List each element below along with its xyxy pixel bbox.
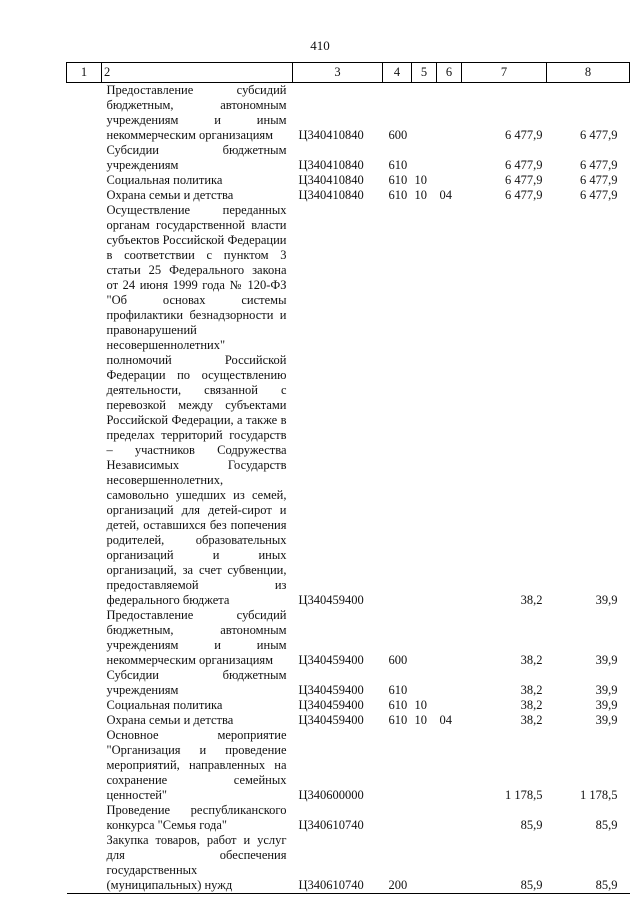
header-col-8: 8 — [547, 63, 630, 83]
row-value-8: 39,9 — [595, 683, 618, 697]
row-rz — [412, 143, 437, 173]
row-col-1 — [67, 203, 102, 608]
row-name: Социальная политика — [106, 173, 223, 187]
row-col-1 — [67, 833, 102, 894]
row-rz: 10 — [414, 173, 427, 187]
table-header-row — [67, 63, 630, 83]
row-vr — [383, 728, 412, 803]
row-rz — [412, 203, 437, 608]
row-name: Основное мероприятие "Организация и проведение мероприятий, направленных на сохранение семейных ценностей" — [106, 728, 287, 802]
row-vr: 610 — [388, 158, 408, 172]
row-vr — [383, 803, 412, 833]
row-name: Закупка товаров, работ и услуг для обеспечения государственных (муниципальных) нужд — [102, 833, 293, 894]
row-name: Предоставление субсидий бюджетным, автономным учреждениям и иным некоммерческим организациям — [106, 83, 287, 142]
table-row — [67, 83, 630, 144]
row-rz — [412, 668, 437, 698]
row-value-8: 39,9 — [595, 713, 618, 727]
row-pr — [437, 143, 462, 173]
header-col-7: 7 — [462, 63, 547, 83]
row-code: Ц340410840 — [298, 188, 364, 202]
row-value-8: 85,9 — [595, 818, 618, 832]
row-col-1 — [67, 713, 102, 728]
row-name: Субсидии бюджетным учреждениям — [106, 668, 287, 697]
row-name: Субсидии бюджетным учреждениям — [106, 143, 287, 172]
row-vr — [383, 203, 412, 608]
table-row — [67, 698, 630, 713]
row-value-7: 38,2 — [520, 653, 543, 667]
row-value-8: 1 178,5 — [580, 788, 618, 802]
header-col-4: 4 — [383, 63, 412, 83]
row-name: Осуществление переданных органам государственной власти субъектов Российской Федерации в соответствии с пунктом 3 статьи 25 Федерального закона от 24 июня 1999 года № 120-ФЗ "Об основах системы профилактики безнадзорности и правонарушений несовершеннолетних" полномочий Российской Федерации по осуществлению деятельности, связанной с перевозкой между субъектами Российской Федерации, а также в пределах территорий государств – участников Содружества Независимых Государств несовершеннолетних, самовольно ушедших из семей, организаций для детей-сирот и детей, оставшихся без попечения родителей, образовательных организаций и иных организаций, за счет субвенции, предоставляемой из федерального бюджета — [106, 203, 287, 607]
row-pr — [437, 83, 462, 144]
row-rz: 10 — [414, 188, 427, 202]
row-pr — [437, 173, 462, 188]
row-value-7: 6 477,9 — [505, 128, 543, 142]
row-rz: 10 — [414, 713, 427, 727]
row-vr: 610 — [388, 713, 408, 727]
table-row — [67, 803, 630, 833]
table-row — [67, 668, 630, 698]
row-code: Ц340459400 — [298, 683, 364, 697]
row-value-7: 38,2 — [520, 698, 543, 712]
row-code: Ц340459400 — [298, 593, 364, 607]
row-pr — [437, 608, 462, 668]
row-code: Ц340459400 — [298, 713, 364, 727]
row-vr: 610 — [388, 683, 408, 697]
row-vr: 600 — [388, 653, 408, 667]
row-name: Предоставление субсидий бюджетным, автономным учреждениям и иным некоммерческим организациям — [106, 608, 287, 667]
header-col-3: 3 — [293, 63, 383, 83]
row-pr — [437, 833, 462, 894]
row-value-8: 6 477,9 — [580, 128, 618, 142]
row-col-1 — [67, 143, 102, 173]
row-value-8: 85,9 — [547, 833, 630, 894]
row-code: Ц340610740 — [298, 818, 364, 832]
row-vr: 610 — [388, 188, 408, 202]
row-col-1 — [67, 668, 102, 698]
table-row — [67, 188, 630, 203]
table-row — [67, 833, 630, 894]
row-rz — [412, 608, 437, 668]
row-vr: 600 — [388, 128, 408, 142]
row-name: Социальная политика — [106, 698, 223, 712]
row-value-7: 38,2 — [520, 713, 543, 727]
table-row — [67, 728, 630, 803]
row-value-7: 38,2 — [520, 683, 543, 697]
header-col-6: 6 — [437, 63, 462, 83]
row-value-8: 6 477,9 — [580, 158, 618, 172]
page-number: 410 — [310, 38, 330, 53]
row-value-8: 39,9 — [595, 593, 618, 607]
header-col-5: 5 — [412, 63, 437, 83]
table-row — [67, 203, 630, 608]
row-vr: 200 — [383, 833, 412, 894]
row-col-1 — [67, 803, 102, 833]
row-value-7: 85,9 — [520, 818, 543, 832]
row-col-1 — [67, 83, 102, 144]
header-col-2: 2 — [102, 63, 293, 83]
row-name: Охрана семьи и детства — [106, 713, 234, 727]
row-value-7: 38,2 — [520, 593, 543, 607]
row-value-8: 39,9 — [595, 653, 618, 667]
row-value-8: 6 477,9 — [580, 188, 618, 202]
row-rz: 10 — [414, 698, 427, 712]
row-value-7: 6 477,9 — [505, 173, 543, 187]
table-row — [67, 143, 630, 173]
row-code: Ц340410840 — [298, 158, 364, 172]
row-rz — [412, 803, 437, 833]
row-col-1 — [67, 728, 102, 803]
row-name: Проведение республиканского конкурса "Семья года" — [106, 803, 287, 832]
row-rz — [412, 833, 437, 894]
row-pr: 04 — [439, 713, 452, 727]
table-row — [67, 608, 630, 668]
row-pr — [437, 728, 462, 803]
row-col-1 — [67, 188, 102, 203]
row-code: Ц340459400 — [298, 653, 364, 667]
row-rz — [412, 83, 437, 144]
table-row — [67, 173, 630, 188]
row-col-1 — [67, 173, 102, 188]
row-code: Ц340610740 — [293, 833, 383, 894]
row-col-1 — [67, 698, 102, 713]
row-code: Ц340600000 — [298, 788, 364, 802]
row-rz — [412, 728, 437, 803]
header-col-1: 1 — [67, 63, 102, 83]
row-value-7: 6 477,9 — [505, 158, 543, 172]
row-pr — [437, 203, 462, 608]
row-pr — [437, 668, 462, 698]
row-pr — [437, 803, 462, 833]
row-vr: 610 — [388, 698, 408, 712]
table-row — [67, 713, 630, 728]
row-col-1 — [67, 608, 102, 668]
row-vr: 610 — [388, 173, 408, 187]
row-value-8: 39,9 — [595, 698, 618, 712]
budget-table — [66, 62, 630, 894]
row-pr — [437, 698, 462, 713]
row-name: Охрана семьи и детства — [106, 188, 234, 202]
row-value-7: 85,9 — [462, 833, 547, 894]
row-code: Ц340410840 — [298, 128, 364, 142]
row-value-8: 6 477,9 — [580, 173, 618, 187]
table-body — [67, 83, 630, 894]
row-value-7: 6 477,9 — [505, 188, 543, 202]
row-value-7: 1 178,5 — [505, 788, 543, 802]
row-code: Ц340459400 — [298, 698, 364, 712]
row-pr: 04 — [439, 188, 452, 202]
row-code: Ц340410840 — [298, 173, 364, 187]
